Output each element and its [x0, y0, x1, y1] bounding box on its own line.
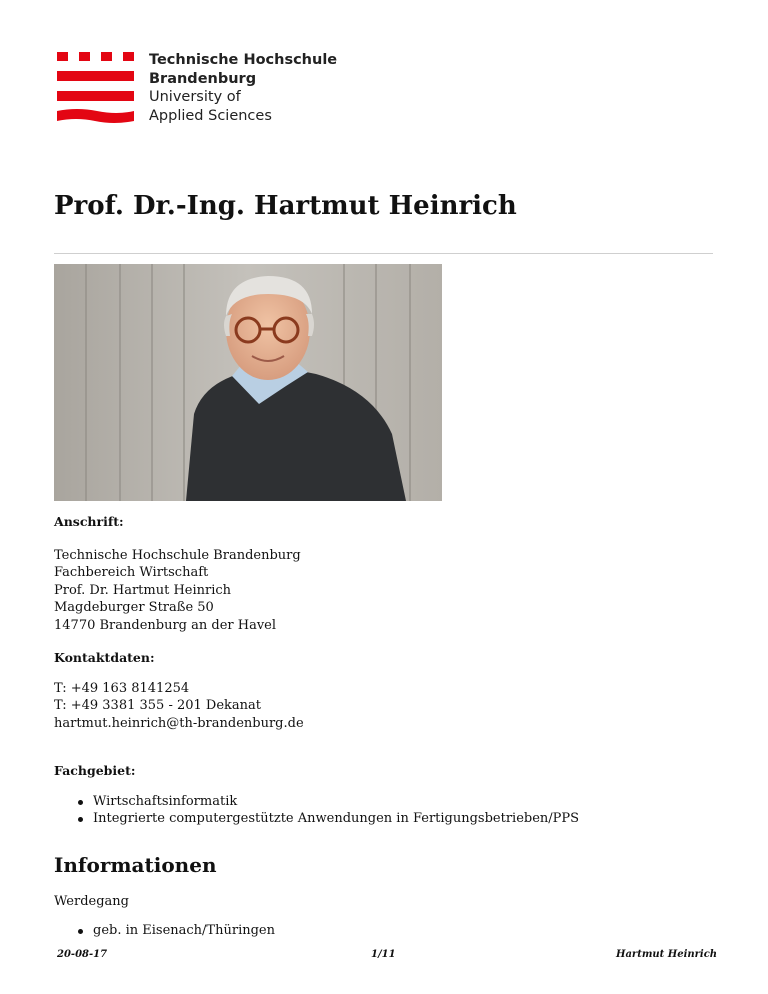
email-link[interactable]: hartmut.heinrich@th-brandenburg.de — [54, 715, 304, 731]
address-label: Anschrift: — [54, 514, 124, 529]
logo-wordmark — [149, 51, 337, 125]
subject-label: Fachgebiet: — [54, 763, 136, 778]
address-line: Prof. Dr. Hartmut Heinrich — [54, 582, 232, 598]
list-item: geb. in Eisenach/Thüringen — [54, 922, 275, 939]
logo-line-1: Technische Hochschule — [149, 52, 338, 68]
career-subheading: Werdegang — [54, 894, 129, 909]
list-item: Wirtschaftsinformatik — [54, 793, 579, 810]
logo-line-2: Brandenburg — [149, 70, 257, 87]
address-line: Magdeburger Straße 50 — [54, 600, 214, 616]
logo-line-4: Applied Sciences — [149, 107, 272, 124]
footer-date: 20-08-17 — [57, 949, 108, 960]
footer-page-number: 1/11 — [371, 949, 396, 960]
page-title: Prof. Dr.-Ing. Hartmut Heinrich — [54, 191, 517, 221]
phone-office: T: +49 3381 355 - 201 Dekanat — [54, 698, 262, 714]
contact-label: Kontaktdaten: — [54, 650, 155, 665]
portrait-photo-icon — [54, 264, 442, 501]
subject-list — [54, 793, 579, 828]
university-logo — [57, 50, 367, 126]
address-line: Technische Hochschule Brandenburg — [54, 548, 301, 563]
list-item: Integrierte computergestützte Anwendungen in Fertigungsbetrieben/PPS — [54, 810, 579, 827]
address-line: Fachbereich Wirtschaft — [54, 565, 209, 581]
section-heading-informationen: Informationen — [54, 853, 217, 877]
address-line: 14770 Brandenburg an der Havel — [54, 617, 277, 633]
logo-line-3: University of — [149, 89, 241, 105]
logo-stripes-icon — [57, 50, 135, 126]
career-list — [54, 922, 275, 939]
contact-block — [54, 680, 304, 732]
portrait-photo — [54, 264, 442, 501]
footer-author: Hartmut Heinrich — [616, 949, 718, 960]
title-divider — [54, 253, 713, 254]
address-block — [54, 547, 301, 634]
phone-mobile: T: +49 163 8141254 — [54, 681, 190, 696]
